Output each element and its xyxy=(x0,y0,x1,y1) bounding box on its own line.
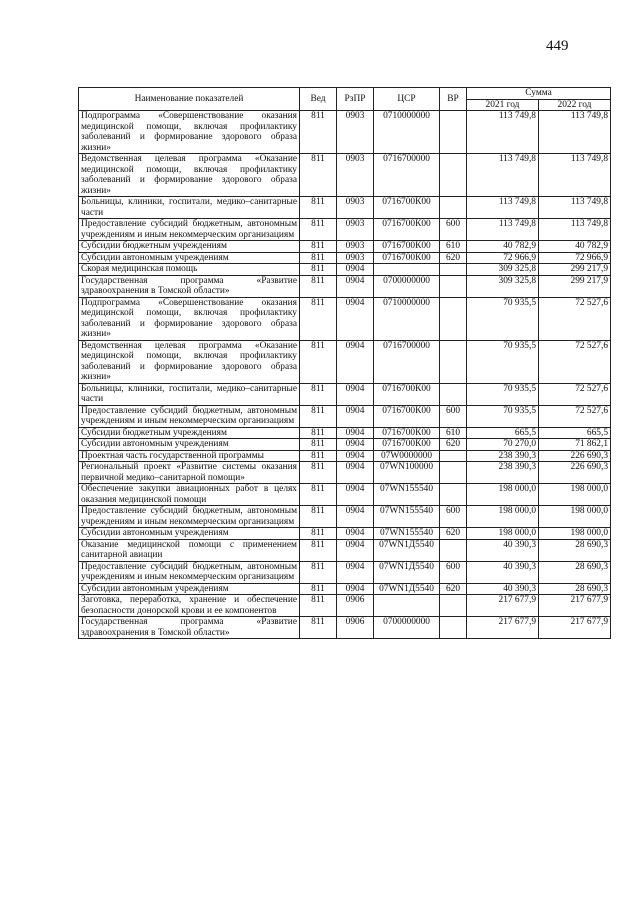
cell-sum-2021: 72 966,9 xyxy=(467,252,539,264)
cell-vr xyxy=(440,297,467,340)
cell-rzpr: 0903 xyxy=(337,111,374,154)
cell-name: Государственная программа «Развитие здравоохранения в Томской области» xyxy=(79,275,300,297)
table-row xyxy=(79,252,611,264)
cell-rzpr: 0904 xyxy=(337,264,374,276)
header-rzpr: РзПР xyxy=(337,88,374,111)
table-row xyxy=(79,427,611,439)
cell-rzpr: 0903 xyxy=(337,252,374,264)
table-row xyxy=(79,561,611,583)
cell-sum-2021: 113 749,8 xyxy=(467,219,539,241)
cell-ved: 811 xyxy=(300,462,337,484)
cell-vr: 600 xyxy=(440,219,467,241)
cell-rzpr: 0904 xyxy=(337,561,374,583)
cell-sum-2022: 665,5 xyxy=(539,427,611,439)
cell-name: Ведомственная целевая программа «Оказание медицинской помощи, включая профилактику заболеваний и формирование здорового образа жизни» xyxy=(79,340,300,383)
cell-rzpr: 0903 xyxy=(337,219,374,241)
table-body xyxy=(79,111,611,639)
cell-sum-2021: 309 325,8 xyxy=(467,264,539,276)
cell-csr: 0710000000 xyxy=(374,111,440,154)
table-row xyxy=(79,450,611,462)
cell-sum-2022: 113 749,8 xyxy=(539,111,611,154)
cell-rzpr: 0904 xyxy=(337,439,374,451)
cell-vr: 620 xyxy=(440,583,467,595)
cell-vr: 620 xyxy=(440,252,467,264)
cell-sum-2022: 113 749,8 xyxy=(539,154,611,197)
cell-sum-2021: 198 000,0 xyxy=(467,484,539,506)
cell-csr: 07WN155540 xyxy=(374,528,440,540)
cell-name: Подпрограмма «Совершенствование оказания медицинской помощи, включая профилактику заболеваний и формирование здорового образа жизни» xyxy=(79,111,300,154)
cell-sum-2021: 198 000,0 xyxy=(467,528,539,540)
cell-sum-2022: 71 862,1 xyxy=(539,439,611,451)
page-number: 449 xyxy=(546,38,569,54)
cell-vr xyxy=(440,484,467,506)
cell-csr: 07WN100000 xyxy=(374,462,440,484)
cell-sum-2021: 40 782,9 xyxy=(467,241,539,253)
cell-rzpr: 0904 xyxy=(337,383,374,405)
cell-name: Предоставление субсидий бюджетным, автономным учреждениям и иным некоммерческим организациям xyxy=(79,506,300,528)
cell-ved: 811 xyxy=(300,405,337,427)
cell-csr: 0716700К00 xyxy=(374,405,440,427)
cell-vr: 620 xyxy=(440,528,467,540)
cell-sum-2022: 198 000,0 xyxy=(539,506,611,528)
cell-csr: 07WN155540 xyxy=(374,506,440,528)
cell-vr xyxy=(440,264,467,276)
cell-vr xyxy=(440,275,467,297)
cell-ved: 811 xyxy=(300,450,337,462)
cell-name: Больницы, клиники, госпитали, медико–санитарные части xyxy=(79,383,300,405)
cell-vr xyxy=(440,340,467,383)
cell-rzpr: 0904 xyxy=(337,462,374,484)
cell-rzpr: 0904 xyxy=(337,484,374,506)
cell-rzpr: 0904 xyxy=(337,427,374,439)
cell-name: Субсидии бюджетным учреждениям xyxy=(79,241,300,253)
cell-sum-2021: 40 390,3 xyxy=(467,561,539,583)
cell-ved: 811 xyxy=(300,561,337,583)
cell-name: Предоставление субсидий бюджетным, автономным учреждениям и иным некоммерческим организациям xyxy=(79,405,300,427)
cell-csr: 07W0000000 xyxy=(374,450,440,462)
table-row xyxy=(79,539,611,561)
budget-table xyxy=(78,87,611,639)
cell-csr: 0716700К00 xyxy=(374,439,440,451)
cell-vr: 600 xyxy=(440,405,467,427)
cell-sum-2021: 40 390,3 xyxy=(467,539,539,561)
cell-rzpr: 0903 xyxy=(337,154,374,197)
cell-sum-2022: 72 527,6 xyxy=(539,383,611,405)
cell-ved: 811 xyxy=(300,219,337,241)
cell-name: Проектная часть государственной программы xyxy=(79,450,300,462)
cell-sum-2021: 70 270,0 xyxy=(467,439,539,451)
cell-sum-2021: 113 749,8 xyxy=(467,154,539,197)
cell-sum-2022: 40 782,9 xyxy=(539,241,611,253)
cell-sum-2021: 113 749,8 xyxy=(467,197,539,219)
cell-name: Оказание медицинской помощи с применением санитарной авиации xyxy=(79,539,300,561)
cell-rzpr: 0904 xyxy=(337,297,374,340)
cell-sum-2021: 309 325,8 xyxy=(467,275,539,297)
table-row xyxy=(79,595,611,617)
cell-vr: 620 xyxy=(440,439,467,451)
cell-vr xyxy=(440,154,467,197)
cell-rzpr: 0904 xyxy=(337,450,374,462)
cell-name: Предоставление субсидий бюджетным, автономным учреждениям и иным некоммерческим организациям xyxy=(79,219,300,241)
cell-sum-2022: 299 217,9 xyxy=(539,275,611,297)
cell-ved: 811 xyxy=(300,484,337,506)
cell-name: Субсидии автономным учреждениям xyxy=(79,583,300,595)
table-row xyxy=(79,462,611,484)
cell-vr: 610 xyxy=(440,241,467,253)
cell-rzpr: 0904 xyxy=(337,506,374,528)
cell-vr: 610 xyxy=(440,427,467,439)
cell-ved: 811 xyxy=(300,197,337,219)
cell-sum-2021: 238 390,3 xyxy=(467,462,539,484)
cell-ved: 811 xyxy=(300,275,337,297)
cell-sum-2022: 72 527,6 xyxy=(539,340,611,383)
cell-sum-2022: 217 677,9 xyxy=(539,617,611,639)
cell-vr xyxy=(440,462,467,484)
cell-vr xyxy=(440,383,467,405)
cell-csr: 0700000000 xyxy=(374,275,440,297)
table-row xyxy=(79,264,611,276)
cell-sum-2021: 198 000,0 xyxy=(467,506,539,528)
cell-sum-2022: 28 690,3 xyxy=(539,539,611,561)
table-row xyxy=(79,154,611,197)
cell-ved: 811 xyxy=(300,427,337,439)
cell-name: Региональный проект «Развитие системы оказания первичной медико–санитарной помощи» xyxy=(79,462,300,484)
cell-sum-2022: 113 749,8 xyxy=(539,219,611,241)
cell-sum-2021: 217 677,9 xyxy=(467,617,539,639)
table-row xyxy=(79,383,611,405)
cell-sum-2022: 72 527,6 xyxy=(539,297,611,340)
cell-rzpr: 0904 xyxy=(337,528,374,540)
cell-vr xyxy=(440,450,467,462)
table-row xyxy=(79,197,611,219)
cell-name: Субсидии автономным учреждениям xyxy=(79,252,300,264)
header-row xyxy=(79,88,611,100)
cell-sum-2021: 238 390,3 xyxy=(467,450,539,462)
cell-sum-2022: 72 966,9 xyxy=(539,252,611,264)
cell-csr: 0716700К00 xyxy=(374,427,440,439)
cell-sum-2021: 70 935,5 xyxy=(467,297,539,340)
cell-vr xyxy=(440,539,467,561)
table-row xyxy=(79,340,611,383)
table-row xyxy=(79,484,611,506)
table-row xyxy=(79,405,611,427)
header-2021: 2021 год xyxy=(467,99,539,111)
cell-ved: 811 xyxy=(300,539,337,561)
cell-csr: 0716700К00 xyxy=(374,383,440,405)
cell-ved: 811 xyxy=(300,583,337,595)
cell-sum-2021: 70 935,5 xyxy=(467,340,539,383)
cell-ved: 811 xyxy=(300,439,337,451)
table-row xyxy=(79,241,611,253)
cell-ved: 811 xyxy=(300,111,337,154)
cell-rzpr: 0906 xyxy=(337,595,374,617)
cell-csr: 0716700К00 xyxy=(374,252,440,264)
cell-sum-2022: 28 690,3 xyxy=(539,561,611,583)
cell-name: Субсидии бюджетным учреждениям xyxy=(79,427,300,439)
cell-sum-2021: 113 749,8 xyxy=(467,111,539,154)
cell-ved: 811 xyxy=(300,617,337,639)
table-row xyxy=(79,439,611,451)
cell-ved: 811 xyxy=(300,595,337,617)
cell-sum-2022: 299 217,9 xyxy=(539,264,611,276)
cell-ved: 811 xyxy=(300,528,337,540)
header-name: Наименование показателей xyxy=(79,88,300,111)
cell-sum-2022: 226 690,3 xyxy=(539,462,611,484)
cell-ved: 811 xyxy=(300,264,337,276)
cell-ved: 811 xyxy=(300,506,337,528)
cell-csr: 07WN1Д5540 xyxy=(374,561,440,583)
table-row xyxy=(79,583,611,595)
cell-ved: 811 xyxy=(300,241,337,253)
cell-csr: 07WN155540 xyxy=(374,484,440,506)
cell-csr: 07WN1Д5540 xyxy=(374,539,440,561)
cell-sum-2022: 198 000,0 xyxy=(539,528,611,540)
cell-sum-2021: 40 390,3 xyxy=(467,583,539,595)
cell-csr: 0716700К00 xyxy=(374,241,440,253)
table-row xyxy=(79,297,611,340)
cell-name: Ведомственная целевая программа «Оказание медицинской помощи, включая профилактику заболеваний и формирование здорового образа жизни» xyxy=(79,154,300,197)
cell-vr: 600 xyxy=(440,561,467,583)
cell-ved: 811 xyxy=(300,297,337,340)
cell-vr xyxy=(440,197,467,219)
cell-rzpr: 0904 xyxy=(337,340,374,383)
cell-name: Подпрограмма «Совершенствование оказания медицинской помощи, включая профилактику заболеваний и формирование здорового образа жизни» xyxy=(79,297,300,340)
cell-ved: 811 xyxy=(300,340,337,383)
cell-csr: 0716700К00 xyxy=(374,197,440,219)
cell-sum-2022: 113 749,8 xyxy=(539,197,611,219)
table-row xyxy=(79,617,611,639)
cell-name: Предоставление субсидий бюджетным, автономным учреждениям и иным некоммерческим организациям xyxy=(79,561,300,583)
cell-name: Субсидии автономным учреждениям xyxy=(79,439,300,451)
cell-sum-2021: 70 935,5 xyxy=(467,383,539,405)
cell-ved: 811 xyxy=(300,154,337,197)
cell-name: Обеспечение закупки авиационных работ в целях оказания медицинской помощи xyxy=(79,484,300,506)
cell-rzpr: 0903 xyxy=(337,241,374,253)
cell-name: Больницы, клиники, госпитали, медико–санитарные части xyxy=(79,197,300,219)
header-sum: Сумма xyxy=(467,88,611,100)
cell-ved: 811 xyxy=(300,252,337,264)
cell-rzpr: 0906 xyxy=(337,617,374,639)
cell-rzpr: 0904 xyxy=(337,539,374,561)
cell-vr xyxy=(440,595,467,617)
cell-vr: 600 xyxy=(440,506,467,528)
header-ved: Вед xyxy=(300,88,337,111)
cell-sum-2022: 226 690,3 xyxy=(539,450,611,462)
cell-name: Государственная программа «Развитие здравоохранения в Томской области» xyxy=(79,617,300,639)
cell-csr: 0716700К00 xyxy=(374,219,440,241)
header-csr: ЦСР xyxy=(374,88,440,111)
cell-name: Субсидии автономным учреждениям xyxy=(79,528,300,540)
cell-vr xyxy=(440,111,467,154)
cell-csr: 0716700000 xyxy=(374,340,440,383)
cell-sum-2021: 70 935,5 xyxy=(467,405,539,427)
cell-sum-2021: 665,5 xyxy=(467,427,539,439)
cell-csr: 07WN1Д5540 xyxy=(374,583,440,595)
cell-sum-2021: 217 677,9 xyxy=(467,595,539,617)
cell-rzpr: 0904 xyxy=(337,583,374,595)
cell-rzpr: 0904 xyxy=(337,405,374,427)
header-vr: ВР xyxy=(440,88,467,111)
table-row xyxy=(79,111,611,154)
cell-csr xyxy=(374,264,440,276)
table-row xyxy=(79,528,611,540)
cell-sum-2022: 198 000,0 xyxy=(539,484,611,506)
cell-sum-2022: 72 527,6 xyxy=(539,405,611,427)
table-row xyxy=(79,219,611,241)
cell-name: Скорая медицинская помощь xyxy=(79,264,300,276)
cell-rzpr: 0904 xyxy=(337,275,374,297)
cell-sum-2022: 217 677,9 xyxy=(539,595,611,617)
table-row xyxy=(79,506,611,528)
cell-name: Заготовка, переработка, хранение и обеспечение безопасности донорской крови и ее компонентов xyxy=(79,595,300,617)
cell-csr: 0700000000 xyxy=(374,617,440,639)
cell-csr xyxy=(374,595,440,617)
cell-vr xyxy=(440,617,467,639)
cell-ved: 811 xyxy=(300,383,337,405)
cell-sum-2022: 28 690,3 xyxy=(539,583,611,595)
table-row xyxy=(79,275,611,297)
cell-rzpr: 0903 xyxy=(337,197,374,219)
cell-csr: 0716700000 xyxy=(374,154,440,197)
cell-csr: 0710000000 xyxy=(374,297,440,340)
header-2022: 2022 год xyxy=(539,99,611,111)
